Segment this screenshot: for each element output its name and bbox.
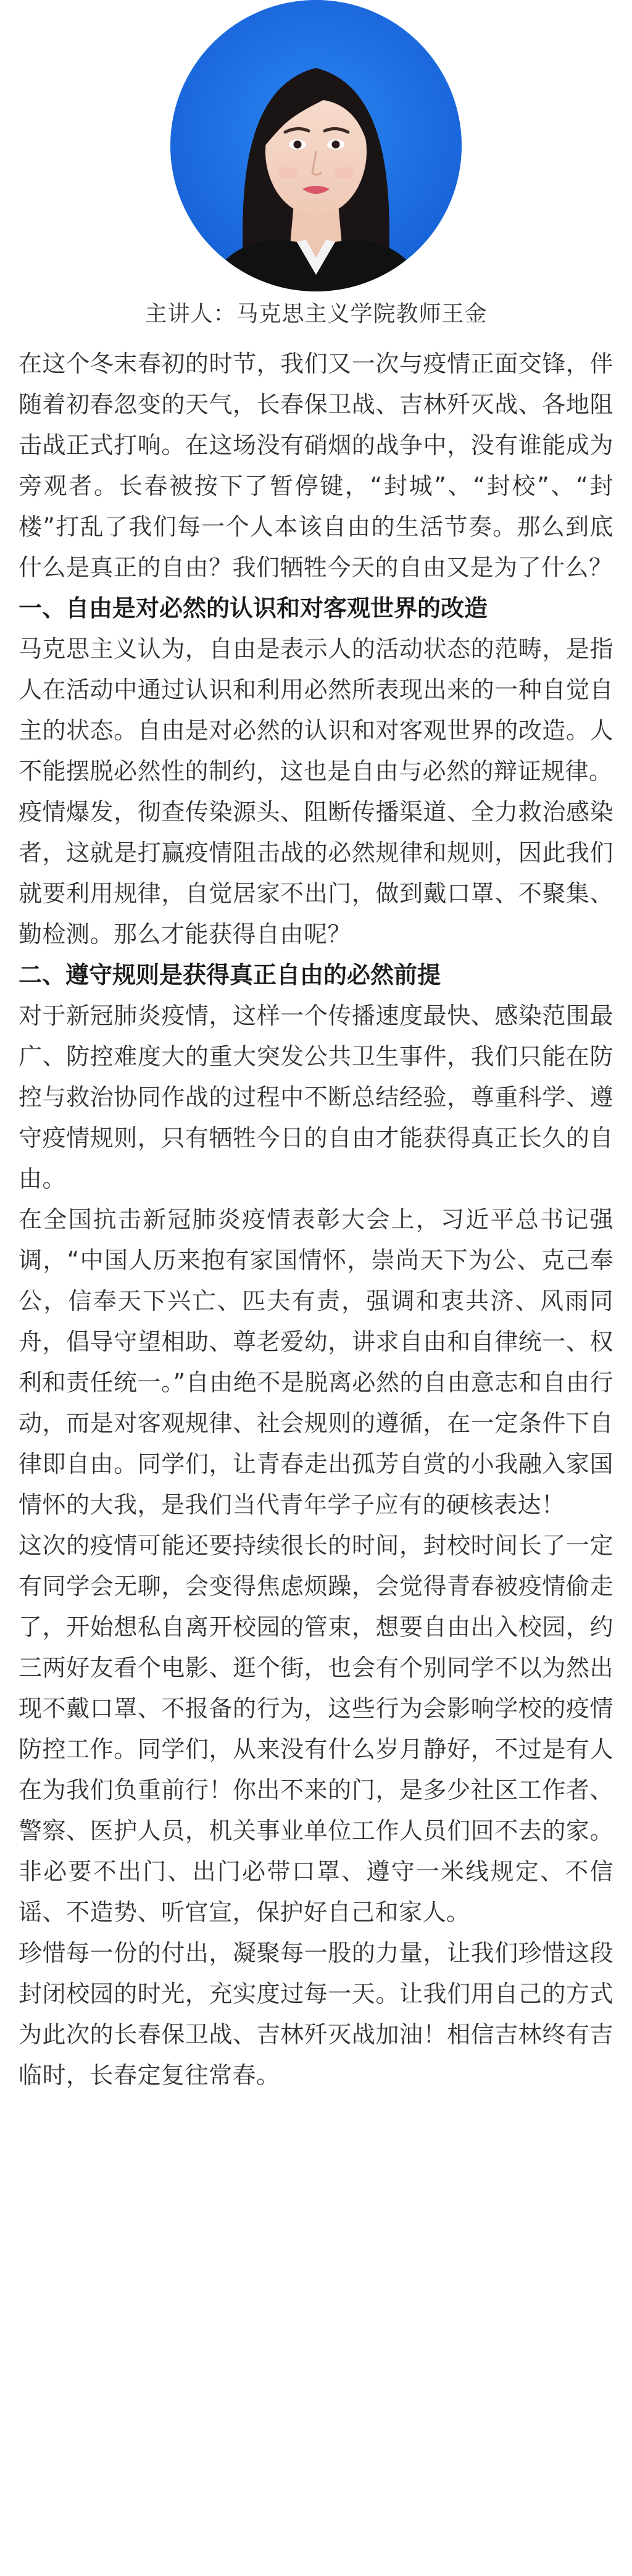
paragraph: 在这个冬末春初的时节，我们又一次与疫情正面交锋，伴随着初春忽变的天气，长春保卫战、吉林歼灭战、各地阻击战正式打响。在这场没有硝烟的战争中，没有谁能成为旁观者。长春被按下了暂停键，“封城”、“封校”、“封楼”打乱了我们每一个人本该自由的生活节奏。那么到底什么是真正的自由？我们牺牲今天的自由又是为了什么？ xyxy=(19,350,613,581)
section-heading: 二、遵守规则是获得真正自由的必然前提 xyxy=(19,961,441,989)
paragraph: 珍惜每一份的付出，凝聚每一股的力量，让我们珍惜这段封闭校园的时光，充实度过每一天。让我们用自己的方式为此次的长春保卫战、吉林歼灭战加油！相信吉林终有吉临时，长春定复往常春。 xyxy=(19,1939,613,2089)
paragraph: 在全国抗击新冠肺炎疫情表彰大会上，习近平总书记强调，“中国人历来抱有家国情怀，崇尚天下为公、克己奉公，信奉天下兴亡、匹夫有责，强调和衷共济、风雨同舟，倡导守望相助、尊老爱幼，讲求自由和自律统一、权利和责任统一。”自由绝不是脱离必然的自由意志和自由行动，而是对客观规律、社会规则的遵循，在一定条件下自律即自由。同学们，让青春走出孤芳自赏的小我融入家国情怀的大我，是我们当代青年学子应有的硬核表达！ xyxy=(19,1206,613,1518)
speaker-byline: 主讲人：马克思主义学院教师王金 xyxy=(144,301,488,327)
paragraph: 这次的疫情可能还要持续很长的时间，封校时间长了一定有同学会无聊，会变得焦虑烦躁，会觉得青春被疫情偷走了，开始想私自离开校园的管束，想要自由出入校园，约三两好友看个电影、逛个街，也会有个别同学不以为然出现不戴口罩、不报备的行为，这些行为会影响学校的疫情防控工作。同学们，从来没有什么岁月静好，不过是有人在为我们负重前行！你出不来的门，是多少社区工作者、警察、医护人员，机关事业单位工作人员们回不去的家。非必要不出门、出门必带口罩、遵守一米线规定、不信谣、不造势、听官宣，保护好自己和家人。 xyxy=(19,1532,613,1926)
article-body xyxy=(19,343,613,2096)
speaker-portrait xyxy=(170,0,462,291)
section-heading: 一、自由是对必然的认识和对客观世界的改造 xyxy=(19,595,488,622)
paragraph: 马克思主义认为，自由是表示人的活动状态的范畴，是指人在活动中通过认识和利用必然所表现出来的一种自觉自主的状态。自由是对必然的认识和对客观世界的改造。人不能摆脱必然性的制约，这也是自由与必然的辩证规律。 xyxy=(19,635,613,785)
paragraph: 对于新冠肺炎疫情，这样一个传播速度最快、感染范围最广、防控难度大的重大突发公共卫生事件，我们只能在防控与救治协同作战的过程中不断总结经验，尊重科学、遵守疫情规则，只有牺牲今日的自由才能获得真正长久的自由。 xyxy=(19,1002,613,1192)
portrait-illustration xyxy=(170,0,462,291)
paragraph: 疫情爆发，彻查传染源头、阻断传播渠道、全力救治感染者，这就是打赢疫情阻击战的必然规律和规则，因此我们就要利用规律，自觉居家不出门，做到戴口罩、不聚集、勤检测。那么才能获得自由呢？ xyxy=(19,798,613,948)
